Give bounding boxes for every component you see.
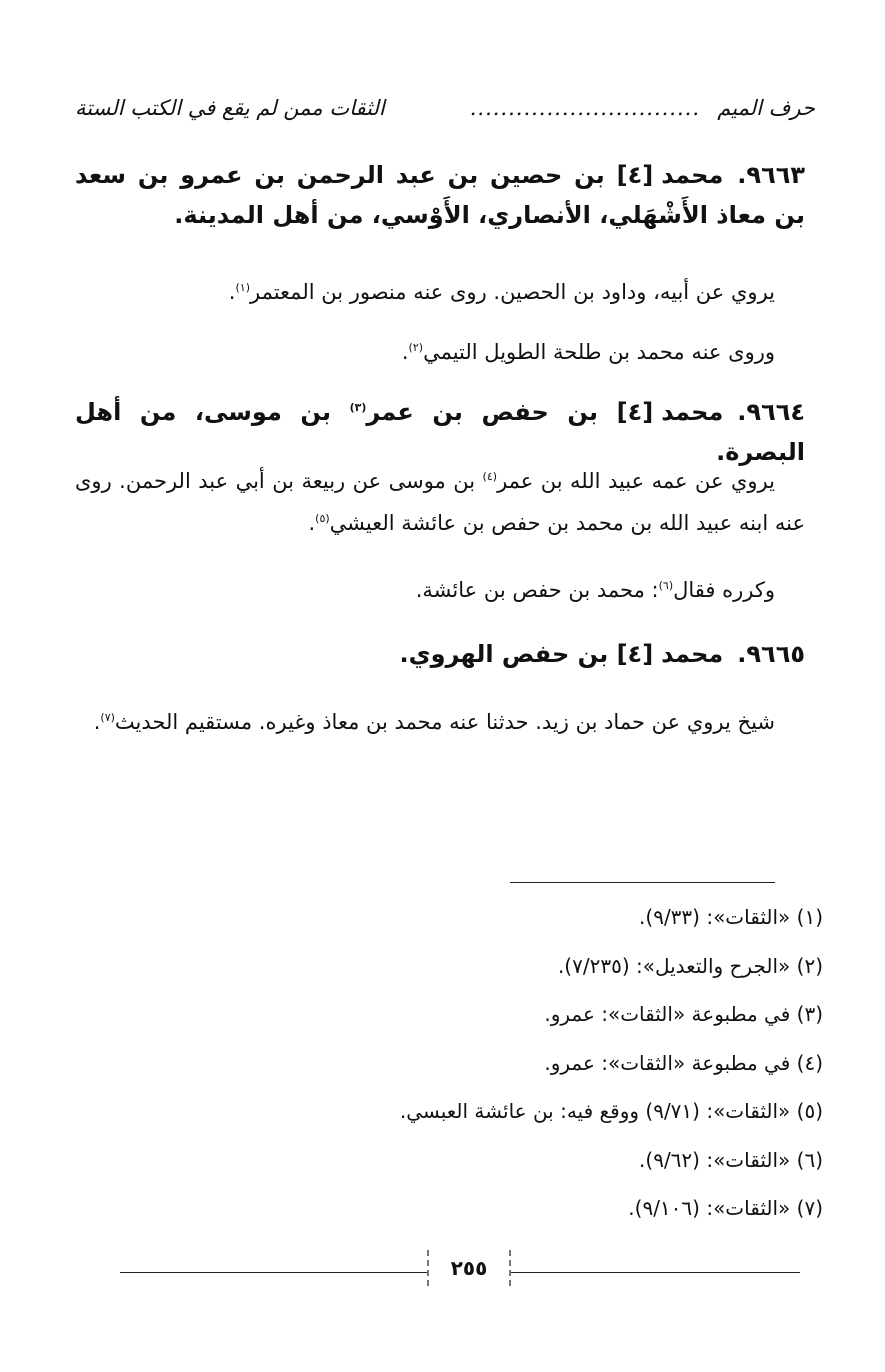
paragraph-tail: . [401, 340, 409, 364]
running-header [75, 93, 815, 123]
entry-lineage: بن موسى، من أهل البصرة. [75, 398, 805, 466]
footnote-item: (٤) في مطبوعة «الثقات»: عمرو. [544, 1050, 823, 1075]
paragraph-text: وروى عنه محمد بن طلحة الطويل التيمي [423, 340, 775, 364]
paragraph-tail: . [93, 710, 101, 734]
entry-number: ٩٦٦٤. [737, 398, 806, 426]
entry-marker: [٤] [616, 640, 654, 668]
entry-name: محمد [661, 161, 724, 189]
entry-lineage: بن حفص بن عمر [366, 398, 599, 426]
entry-lineage: بن حصين بن عبد الرحمن بن عمرو بن سعد بن معاذ الأَشْهَلي، الأنصاري، الأَوْسي، من أهل المدينة. [75, 161, 805, 229]
paragraph-text: وكرره فقال [673, 578, 775, 602]
entry-9663-paragraph-1 [75, 271, 805, 313]
footnote-ref[interactable]: (٥) [315, 512, 330, 525]
footnote-divider [510, 882, 775, 883]
paragraph-text: شيخ يروي عن حماد بن زيد. حدثنا عنه محمد بن معاذ وغيره. مستقيم الحديث [114, 710, 775, 734]
paragraph-tail: . [308, 511, 316, 535]
entry-name: محمد [661, 398, 724, 426]
footnote-item: (٧) «الثقات»: (٩/١٠٦). [628, 1196, 823, 1220]
entry-number: ٩٦٦٥. [737, 640, 805, 668]
entry-9664-paragraph-1 [75, 460, 805, 544]
footnote-item: (٣) في مطبوعة «الثقات»: عمرو. [544, 1002, 823, 1026]
paragraph-tail: . [228, 280, 236, 304]
chapter-title: حرف الميم [717, 96, 815, 120]
footnotes [103, 897, 823, 1237]
footnote-ref[interactable]: (٢) [408, 341, 424, 354]
entry-number: ٩٦٦٣. [737, 161, 806, 189]
book-title: الثقات ممن لم يقع في الكتب الستة [75, 96, 385, 120]
header-dot-leader: .............................. [469, 96, 700, 120]
entry-9665-paragraph-1 [75, 701, 805, 743]
footnote-item: (٢) «الجرح والتعديل»: (٧/٢٣٥). [557, 953, 823, 978]
entry-heading-9665 [75, 634, 805, 674]
entry-name: محمد [661, 640, 724, 668]
footnote-item: (٥) «الثقات»: (٩/٧١) ووقع فيه: بن عائشة العبسي. [399, 1099, 823, 1123]
page-number: ٢٥٥ [427, 1250, 511, 1286]
entry-heading-9663 [75, 155, 805, 235]
paragraph-text: يروي عن أبيه، وداود بن الحصين. روى عنه منصور بن المعتمر [249, 280, 775, 304]
footnote-ref[interactable]: (٧) [100, 711, 115, 724]
paragraph-text: بن موسى عن ربيعة بن أبي عبد الرحمن. روى عنه ابنه عبيد الله بن محمد بن حفص بن عائشة العيشي [75, 469, 805, 535]
entry-9664-paragraph-2 [75, 569, 805, 611]
footnote-item: (١) «الثقات»: (٩/٣٣). [639, 905, 823, 929]
footnote-ref[interactable]: (٦) [658, 579, 674, 592]
footnote-item: (٦) «الثقات»: (٩/٦٢). [639, 1147, 823, 1172]
entry-9663-paragraph-2 [75, 331, 805, 373]
entry-marker: [٤] [616, 161, 654, 189]
page-footer [120, 1250, 800, 1290]
footnote-ref[interactable]: (٣) [349, 401, 367, 414]
entry-lineage: بن حفص الهروي. [399, 640, 609, 668]
footnote-ref[interactable]: (١) [235, 281, 250, 294]
paragraph-text: يروي عن عمه عبيد الله بن عمر [497, 469, 775, 493]
paragraph-text: : محمد بن حفص بن عائشة. [415, 578, 659, 602]
entry-marker: [٤] [616, 398, 654, 426]
footnote-ref[interactable]: (٤) [482, 470, 498, 483]
